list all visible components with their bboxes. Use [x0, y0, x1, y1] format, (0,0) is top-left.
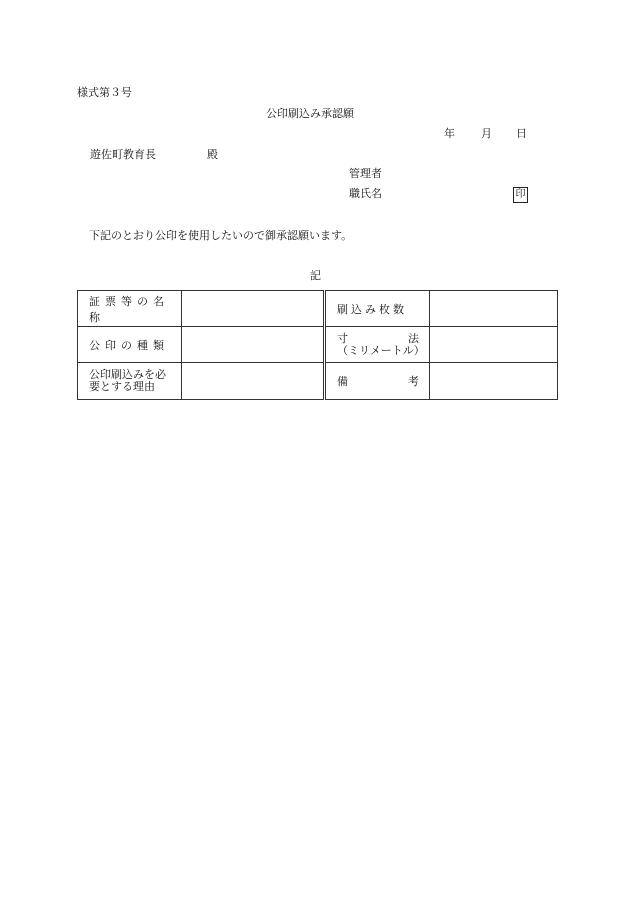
label-remarks	[325, 363, 430, 400]
label-document-name: 証票等の名称	[78, 291, 182, 327]
label-print-count: 刷込み枚数	[325, 291, 430, 327]
form-number: 様式第３号	[77, 86, 132, 99]
seal-mark: 印	[513, 187, 528, 203]
remarks-label-row	[337, 373, 429, 389]
date-year-label: 年	[444, 127, 455, 140]
label-reason	[78, 363, 182, 400]
table-row	[78, 291, 558, 327]
date-month-label: 月	[481, 127, 492, 140]
cell-dimensions[interactable]	[430, 327, 558, 363]
table-row	[78, 363, 558, 400]
applicant-name-label: 職氏名	[349, 187, 382, 200]
date-day-label: 日	[516, 127, 527, 140]
ki-heading: 記	[310, 269, 321, 282]
dimensions-label-row	[337, 333, 429, 345]
cell-document-name[interactable]	[182, 291, 325, 327]
addressee-honorific: 殿	[207, 148, 218, 161]
body-text: 下記のとおり公印を使用したいので御承認願います。	[89, 229, 353, 242]
dimensions-label-a: 寸	[337, 331, 348, 345]
cell-remarks[interactable]	[430, 363, 558, 400]
reason-label-line2: 要とする理由	[89, 380, 155, 393]
label-dimensions	[325, 327, 430, 363]
dimensions-unit: （ミリメートル）	[337, 343, 425, 357]
applicant-role: 管理者	[349, 167, 382, 180]
cell-seal-type[interactable]	[182, 327, 325, 363]
label-seal-type: 公印の種類	[78, 327, 182, 363]
reason-label-line1: 公印刷込みを必	[89, 368, 166, 381]
remarks-label-a: 備	[337, 375, 348, 388]
addressee-name: 遊佐町教育長	[90, 148, 156, 161]
table-row	[78, 327, 558, 363]
cell-reason[interactable]	[182, 363, 325, 400]
form-title: 公印刷込み承認願	[266, 107, 354, 120]
remarks-label-b: 考	[408, 375, 419, 388]
dimensions-label-b: 法	[408, 331, 419, 345]
cell-print-count[interactable]	[430, 291, 558, 327]
application-table	[77, 290, 558, 400]
